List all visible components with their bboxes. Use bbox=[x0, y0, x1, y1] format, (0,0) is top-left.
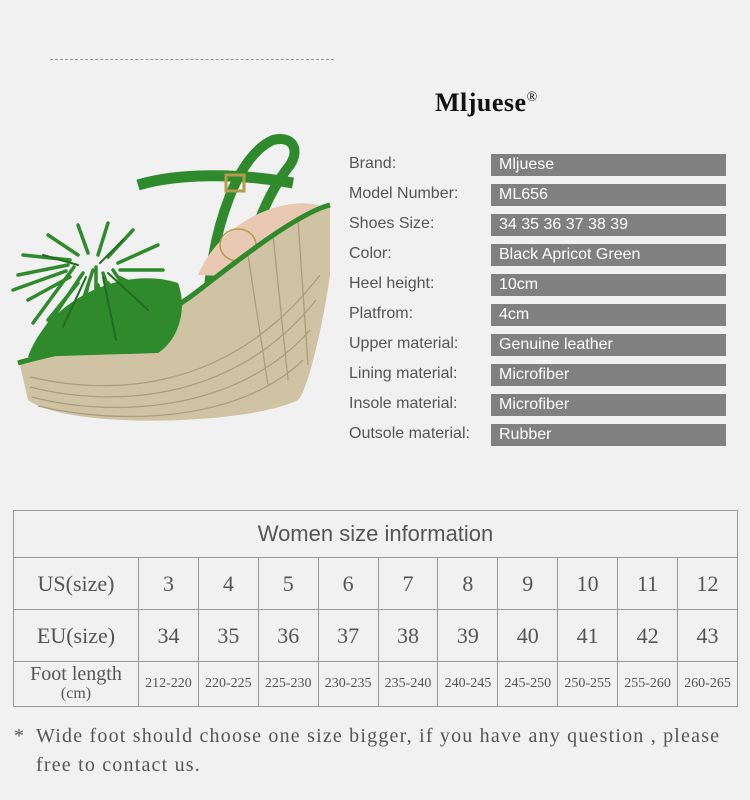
spec-label: Insole material: bbox=[349, 395, 458, 412]
spec-label: Upper material: bbox=[349, 335, 459, 352]
us-size-cell: 4 bbox=[198, 558, 258, 610]
us-size-row bbox=[14, 558, 738, 610]
spec-label: Heel height: bbox=[349, 275, 435, 292]
eu-size-label: EU(size) bbox=[14, 610, 139, 662]
foot-length-row bbox=[14, 662, 738, 707]
sizing-note bbox=[14, 722, 744, 780]
foot-length-cell: 250-255 bbox=[558, 662, 618, 707]
dashed-divider bbox=[50, 59, 334, 60]
size-table bbox=[13, 510, 738, 707]
us-size-cell: 5 bbox=[258, 558, 318, 610]
foot-length-cell: 245-250 bbox=[498, 662, 558, 707]
spec-value: Microfiber bbox=[491, 394, 726, 416]
eu-size-cell: 41 bbox=[558, 610, 618, 662]
us-size-cell: 9 bbox=[498, 558, 558, 610]
foot-length-cell: 260-265 bbox=[678, 662, 738, 707]
foot-length-cell: 230-235 bbox=[318, 662, 378, 707]
eu-size-cell: 39 bbox=[438, 610, 498, 662]
eu-size-cell: 38 bbox=[378, 610, 438, 662]
foot-length-cell: 255-260 bbox=[618, 662, 678, 707]
foot-length-cell: 240-245 bbox=[438, 662, 498, 707]
spec-value: Genuine leather bbox=[491, 334, 726, 356]
spec-value: 4cm bbox=[491, 304, 726, 326]
us-size-cell: 7 bbox=[378, 558, 438, 610]
eu-size-cell: 40 bbox=[498, 610, 558, 662]
us-size-label: US(size) bbox=[14, 558, 139, 610]
us-size-cell: 12 bbox=[678, 558, 738, 610]
spec-value: ML656 bbox=[491, 184, 726, 206]
note-asterisk: * bbox=[14, 725, 26, 747]
spec-label: Platfrom: bbox=[349, 305, 414, 322]
us-size-cell: 10 bbox=[558, 558, 618, 610]
foot-length-label: Foot length (cm) bbox=[14, 662, 139, 707]
spec-value: 10cm bbox=[491, 274, 726, 296]
foot-length-cell: 235-240 bbox=[378, 662, 438, 707]
eu-size-cell: 43 bbox=[678, 610, 738, 662]
eu-size-cell: 42 bbox=[618, 610, 678, 662]
foot-length-cell: 212-220 bbox=[139, 662, 199, 707]
spec-label: Model Number: bbox=[349, 185, 459, 202]
spec-value: Rubber bbox=[491, 424, 726, 446]
eu-size-cell: 35 bbox=[198, 610, 258, 662]
eu-size-row bbox=[14, 610, 738, 662]
spec-value: Mljuese bbox=[491, 154, 726, 176]
spec-label: Color: bbox=[349, 245, 392, 262]
us-size-cell: 11 bbox=[618, 558, 678, 610]
spec-value: Black Apricot Green bbox=[491, 244, 726, 266]
spec-label: Lining material: bbox=[349, 365, 458, 382]
spec-value: 34 35 36 37 38 39 bbox=[491, 214, 726, 236]
spec-label: Outsole material: bbox=[349, 425, 470, 442]
foot-length-cell: 225-230 bbox=[258, 662, 318, 707]
green-tassel-wedge-sandal-image bbox=[8, 95, 338, 435]
spec-value: Microfiber bbox=[491, 364, 726, 386]
brand-logo: Mljuese® bbox=[435, 88, 538, 117]
size-table-title: Women size information bbox=[14, 511, 738, 558]
foot-length-cell: 220-225 bbox=[198, 662, 258, 707]
us-size-cell: 3 bbox=[139, 558, 199, 610]
spec-label: Brand: bbox=[349, 155, 397, 172]
us-size-cell: 6 bbox=[318, 558, 378, 610]
eu-size-cell: 36 bbox=[258, 610, 318, 662]
note-text: Wide foot should choose one size bigger, if you have any question , please free to contact us. bbox=[36, 725, 721, 776]
us-size-cell: 8 bbox=[438, 558, 498, 610]
eu-size-cell: 37 bbox=[318, 610, 378, 662]
eu-size-cell: 34 bbox=[139, 610, 199, 662]
spec-label: Shoes Size: bbox=[349, 215, 435, 232]
